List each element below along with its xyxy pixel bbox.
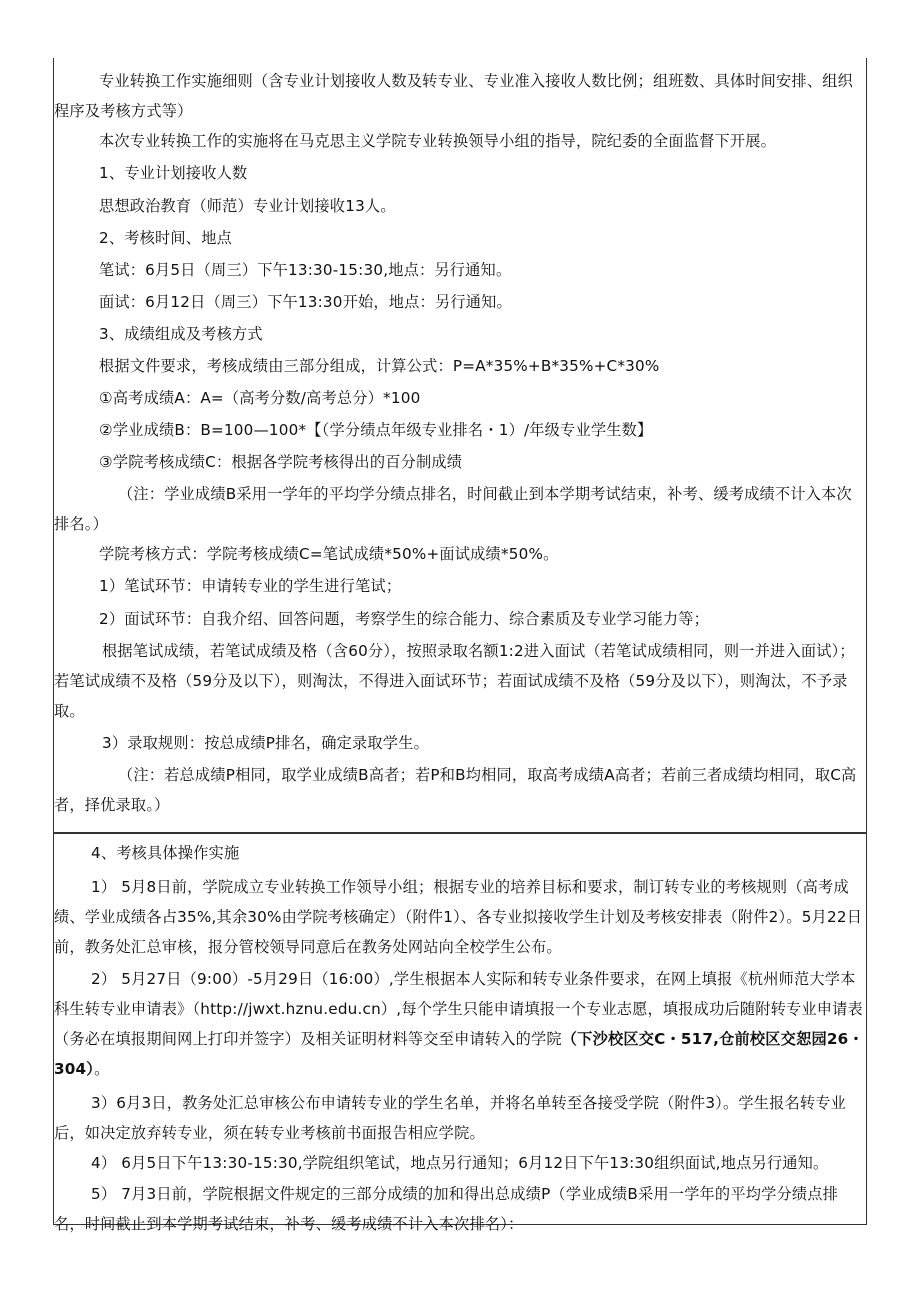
plan-quota-text: 思想政治教育（师范）专业计划接收13人。 (99, 197, 396, 215)
pass-rules-text: 根据笔试成绩，若笔试成绩及格（含60分），按照录取名额1:2进入面试（若笔试成绩相同，则一并进入面试）；若笔试成绩不及格（59分及以下），则淘汰，不得进入面试环节；若面试成绩不及格（59分及以下），则淘汰，不予录取。 (54, 642, 855, 720)
step-item-3: 3）6月3日，教务处汇总审核公布申请转专业的学生名单，并将名单转至各接受学院（附件3）。学生报名转专业后，如决定放弃转专业，须在转专业考核前书面报告相应学院。 (54, 1094, 847, 1142)
interview-time: 面试：6月12日（周三）下午13:30开始，地点：另行通知。 (99, 293, 512, 311)
heading-plan-quota: 1、专业计划接收人数 (99, 164, 248, 182)
heading-operation-steps: 4、考核具体操作实施 (91, 844, 240, 862)
step-written-exam: 1）笔试环节：申请转专业的学生进行笔试； (99, 577, 402, 595)
written-exam-time: 笔试：6月5日（周三）下午13:30-15:30,地点：另行通知。 (99, 261, 512, 279)
score-a-text: ①高考成绩A：A=（高考分数/高考总分）*100 (99, 389, 421, 407)
implementation-rules-box (53, 58, 867, 833)
formula-text: 根据文件要求，考核成绩由三部分组成，计算公式：P=A*35%+B*35%+C*30% (99, 357, 660, 375)
note-score-b: （注：学业成绩B采用一学年的平均学分绩点排名，时间截止到本学期考试结束，补考、缓考成绩不计入本次排名。） (54, 485, 852, 533)
step-item-1: 1） 5月8日前，学院成立专业转换工作领导小组；根据专业的培养目标和要求，制订转专业的考核规则（高考成绩、学业成绩各占35%,其余30%由学院考核确定）（附件1）、各专业拟接收学生计划及考核安排表（附件2）。5月22日前，教务处汇总审核，报分管校领导同意后在教务处网站向全校学生公布。 (54, 878, 863, 956)
note-tie-break: （注：若总成绩P相同，取学业成绩B高者；若P和B均相同，取高考成绩A高者；若前三者成绩均相同，取C高者，择优录取。） (54, 766, 857, 814)
lead-paragraph: 本次专业转换工作的实施将在马克思主义学院专业转换领导小组的指导，院纪委的全面监督下开展。 (99, 132, 777, 150)
college-assessment-text: 学院考核方式：学院考核成绩C=笔试成绩*50%+面试成绩*50%。 (99, 545, 559, 563)
submission-location: （下沙校区交C・517,仓前校区交恕园26・304） (54, 1030, 864, 1078)
score-c-text: ③学院考核成绩C：根据各学院考核得出的百分制成绩 (99, 453, 463, 471)
admission-rules: 3）录取规则：按总成绩P排名，确定录取学生。 (102, 734, 429, 752)
heading-score-composition: 3、成绩组成及考核方式 (99, 325, 263, 343)
step-item-2: 2） 5月27日（9:00）-5月29日（16:00）,学生根据本人实际和转专业条件要求，在网上填报《杭州师范大学本科生转专业申请表》（http://jwxt.hznu.edu.cn）,每个学生只能申请填报一个专业志愿，填报成功后随附转专业申请表（务必在填报期间网上打印并签字）及相关证明材料等交至申请转入的学院（下沙校区交C・517,仓前校区交恕园26・304）。 (54, 970, 864, 1078)
score-b-text: ②学业成绩B：B=100—100*【（学分绩点年级专业排名・1）/年级专业学生数】 (99, 421, 653, 439)
operation-steps-box (53, 833, 867, 1233)
heading-time-place: 2、考核时间、地点 (99, 229, 232, 247)
step-item-5: 5） 7月3日前，学院根据文件规定的三部分成绩的加和得出总成绩P（学业成绩B采用一学年的平均学分绩点排名，时间截止到本学期考试结束，补考、缓考成绩不计入本次排名）： (54, 1185, 839, 1233)
step-item-4: 4） 6月5日下午13:30-15:30,学院组织笔试，地点另行通知；6月12日下午13:30组织面试,地点另行通知。 (91, 1154, 829, 1172)
intro-paragraph: 专业转换工作实施细则（含专业计划接收人数及转专业、专业准入接收人数比例；组班数、具体时间安排、组织程序及考核方式等） (54, 72, 853, 120)
step-interview: 2）面试环节：自我介绍、回答问题，考察学生的综合能力、综合素质及专业学习能力等； (99, 610, 709, 628)
